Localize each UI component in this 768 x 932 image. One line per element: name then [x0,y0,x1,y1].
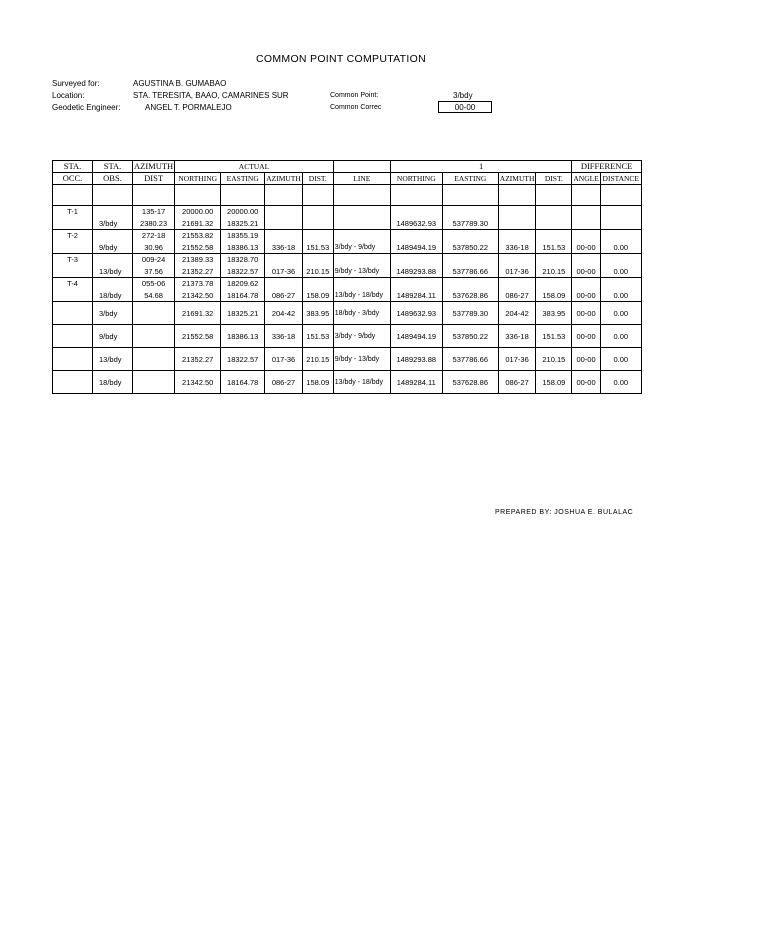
line-cell: 3/bdy - 9/bdy [333,241,390,254]
dist-cell: 151.53 [302,325,333,348]
azimuth-1-cell: 086-27 [498,289,536,302]
azimuth-dist-cell [133,325,175,348]
distance-diff-cell [600,278,641,290]
easting-1-cell: 537628.86 [442,289,498,302]
azimuth-cell: 336-18 [265,241,303,254]
line-cell: 13/bdy - 18/bdy [333,371,390,394]
empty-cell [175,185,221,206]
dist-1-cell: 210.15 [536,265,572,278]
empty-cell [498,185,536,206]
table-row [53,230,642,242]
surveyed-for-label: Surveyed for: [52,79,100,88]
easting-cell: 18325.21 [221,302,265,325]
azimuth-1-cell [498,254,536,266]
sta-obs-cell: 9/bdy [93,241,133,254]
distance-diff-cell: 0.00 [600,289,641,302]
table-row [53,325,642,348]
difference-header: DIFFERENCE [572,161,641,173]
angle-diff-cell [572,230,600,242]
table-row [53,241,642,254]
common-point-label: Common Point: [330,92,379,99]
sta-obs-cell: 13/bdy [93,348,133,371]
actual-header: ACTUAL [175,161,334,173]
empty-cell [93,185,133,206]
dist-1-cell [536,278,572,290]
azimuth-dist-cell: 135-17 [133,206,175,218]
line-cell [333,254,390,266]
northing-1-cell [390,230,442,242]
angle-diff-cell: 00-00 [572,302,600,325]
distance-diff-cell [600,206,641,218]
table-row [53,302,642,325]
azimuth-cell: 086-27 [265,289,303,302]
northing-1-cell: 1489494.19 [390,325,442,348]
dist-1-cell [536,230,572,242]
easting-1-cell: 537786.66 [442,348,498,371]
angle-diff-cell [572,217,600,230]
dist-1-cell: 151.53 [536,241,572,254]
table-row [53,254,642,266]
azimuth-1-cell: 336-18 [498,241,536,254]
northing-1-cell [390,206,442,218]
surveyed-for-value: AGUSTINA B. GUMABAO [133,79,227,88]
easting-1-cell: 537628.86 [442,371,498,394]
line-cell [333,230,390,242]
northing-1-cell: 1489284.11 [390,371,442,394]
sta-occ-cell: T-1 [53,206,93,218]
sta-obs-header: STA. [93,161,133,173]
azimuth-1-cell [498,206,536,218]
sta-occ-cell [53,265,93,278]
easting-1-cell: 537850.22 [442,241,498,254]
angle-diff-cell [572,254,600,266]
sta-occ-cell [53,302,93,325]
dist-1-cell [536,254,572,266]
line-header: LINE [333,173,390,185]
sta-obs-cell: 3/bdy [93,217,133,230]
northing-1-cell: 1489494.19 [390,241,442,254]
line-cell [333,278,390,290]
northing-cell: 21691.32 [175,302,221,325]
group-1-header: 1 [390,161,572,173]
distance-diff-cell [600,230,641,242]
angle-diff-cell: 00-00 [572,241,600,254]
distance-diff-cell [600,254,641,266]
common-point-value: 3/bdy [453,91,473,100]
distance-header: DISTANCE [600,173,641,185]
northing-header: NORTHING [175,173,221,185]
line-cell: 3/bdy - 9/bdy [333,325,390,348]
line-cell: 9/bdy - 13/bdy [333,265,390,278]
angle-diff-cell: 00-00 [572,265,600,278]
northing-cell: 20000.00 [175,206,221,218]
northing-cell: 21389.33 [175,254,221,266]
dist-cell: 158.09 [302,289,333,302]
azimuth-1-cell [498,217,536,230]
line-header-top [333,161,390,173]
azimuth-cell [265,206,303,218]
empty-cell [333,185,390,206]
line-cell [333,217,390,230]
easting-1-cell [442,278,498,290]
northing-2-header: NORTHING [390,173,442,185]
azimuth-2-header: AZIMUTH [499,174,535,183]
azimuth-1-cell: 204-42 [498,302,536,325]
easting-cell: 18164.78 [221,371,265,394]
obs-header: OBS. [93,173,133,185]
azimuth-dist-cell: 2380.23 [133,217,175,230]
empty-cell [600,185,641,206]
azimuth-1-cell [498,278,536,290]
azimuth-dist-cell: 055-06 [133,278,175,290]
northing-cell: 21342.50 [175,371,221,394]
northing-cell: 21552.58 [175,325,221,348]
location-label: Location: [52,91,85,100]
northing-cell: 21552.58 [175,241,221,254]
table-row [53,217,642,230]
dist-cell [302,230,333,242]
dist-1-cell: 383.95 [536,302,572,325]
dist-cell: 210.15 [302,265,333,278]
sta-occ-cell: T-2 [53,230,93,242]
sta-obs-cell: 13/bdy [93,265,133,278]
distance-diff-cell [600,217,641,230]
sta-occ-cell [53,289,93,302]
azimuth-cell [265,217,303,230]
sta-obs-cell: 3/bdy [93,302,133,325]
northing-1-cell [390,278,442,290]
line-cell: 18/bdy - 3/bdy [333,302,390,325]
easting-1-cell [442,230,498,242]
easting-cell: 20000.00 [221,206,265,218]
azimuth-dist-cell: 009-24 [133,254,175,266]
angle-diff-cell [572,278,600,290]
northing-1-cell: 1489293.88 [390,348,442,371]
azimuth-dist-cell: 37.56 [133,265,175,278]
sta-occ-cell [53,348,93,371]
dist-1-cell: 151.53 [536,325,572,348]
sta-occ-cell [53,371,93,394]
sta-occ-cell: T-3 [53,254,93,266]
azimuth-cell: 086-27 [265,371,303,394]
dist-header: DIST [133,173,175,185]
empty-cell [53,185,93,206]
distance-diff-cell: 0.00 [600,241,641,254]
northing-cell: 21553.82 [175,230,221,242]
table-row [53,206,642,218]
distance-diff-cell: 0.00 [600,325,641,348]
azimuth-dist-cell [133,371,175,394]
dist-cell [302,217,333,230]
azimuth-header: AZIMUTH [134,161,174,171]
empty-cell [221,185,265,206]
table-row [53,278,642,290]
northing-1-cell: 1489632.93 [390,302,442,325]
computation-table [52,160,642,394]
line-cell [333,206,390,218]
northing-cell: 21342.50 [175,289,221,302]
sta-obs-cell [93,206,133,218]
easting-1-cell: 537850.22 [442,325,498,348]
empty-cell [536,185,572,206]
azimuth-cell [265,278,303,290]
azimuth-1-cell: 017-36 [498,265,536,278]
page-title: COMMON POINT COMPUTATION [256,53,426,65]
sta-occ-header: STA. [53,161,93,173]
azimuth-cell [265,254,303,266]
dist-cell: 158.09 [302,371,333,394]
angle-diff-cell [572,206,600,218]
line-cell: 13/bdy - 18/bdy [333,289,390,302]
table-row [53,371,642,394]
occ-header: OCC. [53,173,93,185]
table-row [53,348,642,371]
northing-cell: 21352.27 [175,348,221,371]
empty-cell [265,185,303,206]
angle-diff-cell: 00-00 [572,348,600,371]
easting-1-cell [442,254,498,266]
location-value: STA. TERESITA, BAAO, CAMARINES SUR [133,91,289,100]
azimuth-dist-cell: 54.68 [133,289,175,302]
easting-cell: 18164.78 [221,289,265,302]
azimuth-1-cell: 336-18 [498,325,536,348]
sta-obs-cell [93,230,133,242]
sta-obs-cell: 18/bdy [93,371,133,394]
easting-cell: 18209.62 [221,278,265,290]
easting-2-header: EASTING [442,173,498,185]
easting-1-cell: 537789.30 [442,302,498,325]
header-row-2 [53,173,642,185]
northing-1-cell: 1489293.88 [390,265,442,278]
dist-1-cell [536,206,572,218]
distance-diff-cell: 0.00 [600,265,641,278]
northing-cell: 21352.27 [175,265,221,278]
engineer-label: Geodetic Engineer: [52,103,121,112]
distance-diff-cell: 0.00 [600,348,641,371]
azimuth-1-cell: 017-36 [498,348,536,371]
empty-cell [572,185,600,206]
azimuth-cell: 204-42 [265,302,303,325]
sta-obs-cell [93,254,133,266]
angle-diff-cell: 00-00 [572,289,600,302]
empty-cell [390,185,442,206]
distance-diff-cell: 0.00 [600,302,641,325]
northing-1-cell: 1489284.11 [390,289,442,302]
azimuth-dist-cell: 30.96 [133,241,175,254]
easting-1-cell: 537786.66 [442,265,498,278]
dist-1-cell [536,217,572,230]
dist-cell: 383.95 [302,302,333,325]
angle-header: ANGLE [573,174,599,183]
azimuth-1-cell [498,230,536,242]
sta-obs-cell [93,278,133,290]
header-row-1 [53,161,642,173]
azimuth-col-header: AZIMUTH [266,174,301,183]
dist-2-header: DIST. [536,173,572,185]
dist-cell [302,206,333,218]
easting-cell: 18322.57 [221,348,265,371]
sta-occ-cell [53,241,93,254]
table-row [53,265,642,278]
sta-occ-cell: T-4 [53,278,93,290]
azimuth-cell [265,230,303,242]
dist-1-cell: 158.09 [536,371,572,394]
azimuth-cell: 017-36 [265,265,303,278]
engineer-value: ANGEL T. PORMALEJO [145,103,232,112]
easting-cell: 18386.13 [221,325,265,348]
northing-1-cell [390,254,442,266]
northing-cell: 21691.32 [175,217,221,230]
dist-1-cell: 210.15 [536,348,572,371]
table-row [53,289,642,302]
dist-cell [302,278,333,290]
angle-diff-cell: 00-00 [572,371,600,394]
sta-occ-cell [53,325,93,348]
dist-cell: 210.15 [302,348,333,371]
easting-1-cell [442,206,498,218]
empty-cell [133,185,175,206]
spacer-row [53,185,642,206]
dist-col-header: DIST. [302,173,333,185]
dist-cell: 151.53 [302,241,333,254]
northing-cell: 21373.78 [175,278,221,290]
sta-obs-cell: 18/bdy [93,289,133,302]
line-cell: 9/bdy - 13/bdy [333,348,390,371]
easting-header: EASTING [221,173,265,185]
dist-1-cell: 158.09 [536,289,572,302]
azimuth-1-cell: 086-27 [498,371,536,394]
azimuth-cell: 336-18 [265,325,303,348]
easting-cell: 18328.70 [221,254,265,266]
sta-occ-cell [53,217,93,230]
easting-cell: 18322.57 [221,265,265,278]
easting-1-cell: 537789.30 [442,217,498,230]
sta-obs-cell: 9/bdy [93,325,133,348]
common-correction-value: 00-00 [438,101,492,113]
prepared-by: PREPARED BY: JOSHUA E. BULALAC [495,509,634,516]
easting-cell: 18325.21 [221,217,265,230]
distance-diff-cell: 0.00 [600,371,641,394]
easting-cell: 18355.19 [221,230,265,242]
northing-1-cell: 1489632.93 [390,217,442,230]
azimuth-dist-cell: 272-18 [133,230,175,242]
azimuth-cell: 017-36 [265,348,303,371]
azimuth-dist-cell [133,348,175,371]
angle-diff-cell: 00-00 [572,325,600,348]
azimuth-dist-cell [133,302,175,325]
empty-cell [442,185,498,206]
empty-cell [302,185,333,206]
common-correction-label: Common Correc [330,104,382,111]
dist-cell [302,254,333,266]
easting-cell: 18386.13 [221,241,265,254]
